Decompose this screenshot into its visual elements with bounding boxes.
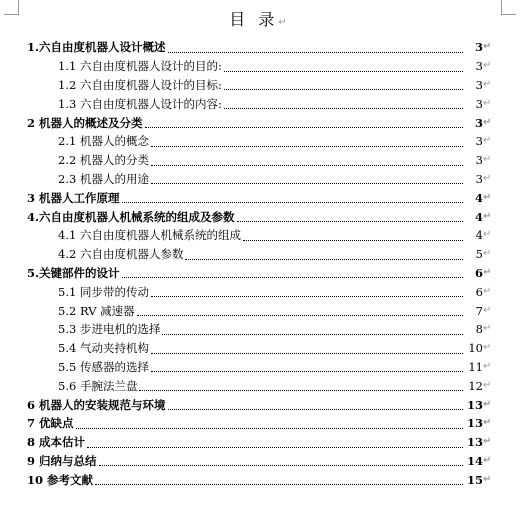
toc-entry-section[interactable] [0, 170, 520, 189]
toc-entry-label: 5.6 手腕法兰盘 [58, 378, 138, 393]
toc-entry-page-number: 12 [468, 378, 483, 393]
toc-entry-section[interactable] [0, 282, 520, 301]
toc-entry-label: 4.1 六自由度机器人机械系统的组成 [58, 228, 241, 243]
paragraph-mark-icon: ↵ [483, 436, 492, 448]
toc-entry-section[interactable] [0, 376, 520, 395]
toc-dot-leader [151, 361, 463, 372]
toc-dot-leader [237, 211, 463, 222]
toc-dot-leader [168, 399, 463, 410]
toc-dot-leader [87, 437, 463, 448]
toc-entry-label: 2.2 机器人的分类 [58, 153, 149, 168]
paragraph-mark-icon: ↵ [483, 78, 492, 90]
toc-dot-leader [76, 418, 463, 429]
toc-entry-page-number: 14 [466, 453, 483, 468]
toc-entry-section[interactable] [0, 132, 520, 151]
toc-entry-section[interactable] [0, 358, 520, 377]
toc-entry-chapter[interactable] [0, 414, 520, 433]
toc-entry-section[interactable] [0, 76, 520, 95]
paragraph-mark-icon: ↵ [483, 210, 492, 222]
toc-dot-leader [151, 343, 463, 354]
paragraph-mark-icon: ↵ [483, 417, 492, 429]
paragraph-mark-icon: ↵ [483, 360, 492, 372]
toc-entry-page-number: 3 [475, 153, 483, 168]
toc-entry-label: 2.3 机器人的用途 [58, 171, 149, 186]
toc-entry-page-number: 13 [466, 416, 483, 431]
toc-entry-label: 1.3 六自由度机器人设计的内容: [58, 96, 222, 111]
toc-entry-label: 4.2 六自由度机器人参数 [58, 247, 184, 262]
toc-dot-leader [95, 474, 463, 485]
toc-entry-label: 3 机器人工作原理 [27, 190, 120, 205]
toc-entry-chapter[interactable] [0, 207, 520, 226]
toc-entry-section[interactable] [0, 226, 520, 245]
toc-entry-page-number: 3 [475, 77, 483, 92]
paragraph-mark-icon: ↵ [483, 97, 492, 109]
paragraph-mark-icon: ↵ [483, 342, 492, 354]
toc-entry-section[interactable] [0, 301, 520, 320]
paragraph-mark-icon: ↵ [483, 473, 492, 485]
toc-title-text: 目 录 [229, 10, 279, 29]
toc-entry-section[interactable] [0, 339, 520, 358]
toc-entry-section[interactable] [0, 320, 520, 339]
toc-entry-label: 5.关键部件的设计 [27, 265, 120, 280]
paragraph-mark-icon: ↵ [483, 266, 492, 278]
paragraph-mark-icon: ↵ [483, 304, 492, 316]
paragraph-mark-icon: ↵ [483, 60, 492, 72]
toc-entry-chapter[interactable] [0, 113, 520, 132]
toc-entry-page-number: 4 [474, 190, 483, 205]
toc-dot-leader [151, 155, 463, 166]
toc-dot-leader [224, 79, 463, 90]
toc-entry-label: 4.六自由度机器人机械系统的组成及参数 [27, 209, 235, 224]
toc-entry-label: 5.4 气动夹持机构 [58, 341, 149, 356]
paragraph-mark-icon: ↵ [483, 154, 492, 166]
toc-entry-page-number: 6 [475, 284, 483, 299]
toc-entry-chapter[interactable] [0, 452, 520, 471]
toc-entry-page-number: 3 [475, 134, 483, 149]
toc-entry-page-number: 15 [466, 472, 483, 487]
toc-entry-label: 5.5 传感器的选择 [58, 359, 149, 374]
toc-entry-page-number: 3 [475, 96, 483, 111]
toc-dot-leader [122, 192, 463, 203]
paragraph-mark-icon: ↵ [483, 116, 492, 128]
toc-entry-page-number: 8 [475, 322, 483, 337]
paragraph-mark-icon: ↵ [483, 454, 492, 466]
toc-dot-leader [139, 380, 463, 391]
toc-entry-page-number: 3 [475, 171, 483, 186]
toc-entry-label: 5.2 RV 减速器 [58, 303, 135, 318]
toc-entry-section[interactable] [0, 151, 520, 170]
toc-entry-page-number: 6 [474, 265, 483, 280]
toc-dot-leader [224, 98, 463, 109]
toc-dot-leader [145, 117, 463, 128]
toc-entry-section[interactable] [0, 57, 520, 76]
table-of-contents [0, 38, 520, 489]
paragraph-mark-icon: ↵ [483, 248, 492, 260]
toc-dot-leader [122, 267, 463, 278]
toc-dot-leader [99, 455, 463, 466]
toc-entry-chapter[interactable] [0, 38, 520, 57]
paragraph-mark-icon: ↵ [278, 17, 291, 28]
toc-entry-page-number: 11 [468, 359, 483, 374]
toc-dot-leader [151, 173, 463, 184]
toc-entry-label: 7 优缺点 [27, 416, 74, 431]
toc-entry-label: 1.六自由度机器人设计概述 [27, 40, 166, 55]
toc-entry-page-number: 3 [475, 59, 483, 74]
paragraph-mark-icon: ↵ [483, 323, 492, 335]
toc-entry-chapter[interactable] [0, 433, 520, 452]
paragraph-mark-icon: ↵ [483, 285, 492, 297]
toc-entry-label: 5.1 同步带的传动 [58, 284, 149, 299]
toc-entry-page-number: 3 [474, 40, 483, 55]
toc-dot-leader [224, 61, 463, 72]
toc-dot-leader [151, 136, 463, 147]
paragraph-mark-icon: ↵ [483, 191, 492, 203]
paragraph-mark-icon: ↵ [483, 379, 492, 391]
toc-dot-leader [151, 286, 463, 297]
toc-entry-label: 5.3 步进电机的选择 [58, 322, 161, 337]
toc-entry-page-number: 5 [475, 247, 483, 262]
toc-entry-label: 10 参考文献 [27, 472, 94, 487]
toc-entry-label: 2 机器人的概述及分类 [27, 115, 143, 130]
toc-entry-chapter[interactable] [0, 470, 520, 489]
toc-dot-leader [168, 42, 463, 53]
toc-entry-page-number: 10 [468, 341, 483, 356]
paragraph-mark-icon: ↵ [483, 398, 492, 410]
paragraph-mark-icon: ↵ [483, 41, 492, 53]
toc-entry-page-number: 7 [475, 303, 483, 318]
toc-entry-page-number: 4 [475, 228, 483, 243]
toc-entry-page-number: 3 [474, 115, 483, 130]
toc-entry-chapter[interactable] [0, 264, 520, 283]
toc-entry-label: 9 归纳与总结 [27, 453, 97, 468]
toc-entry-page-number: 4 [474, 209, 483, 224]
toc-dot-leader [185, 249, 463, 260]
toc-entry-section[interactable] [0, 245, 520, 264]
toc-dot-leader [137, 305, 463, 316]
toc-entry-page-number: 13 [466, 435, 483, 450]
toc-entry-label: 6 机器人的安装规范与环境 [27, 397, 166, 412]
paragraph-mark-icon: ↵ [483, 229, 492, 241]
toc-dot-leader [162, 324, 463, 335]
toc-entry-label: 1.1 六自由度机器人设计的目的: [58, 59, 222, 74]
toc-entry-chapter[interactable] [0, 188, 520, 207]
toc-entry-chapter[interactable] [0, 395, 520, 414]
toc-entry-label: 1.2 六自由度机器人设计的目标: [58, 77, 222, 92]
paragraph-mark-icon: ↵ [483, 135, 492, 147]
toc-entry-label: 2.1 机器人的概念 [58, 134, 149, 149]
toc-entry-label: 8 成本估计 [27, 435, 86, 450]
toc-title [0, 7, 520, 30]
toc-dot-leader [243, 230, 463, 241]
toc-entry-section[interactable] [0, 94, 520, 113]
toc-entry-page-number: 13 [466, 397, 483, 412]
paragraph-mark-icon: ↵ [483, 172, 492, 184]
